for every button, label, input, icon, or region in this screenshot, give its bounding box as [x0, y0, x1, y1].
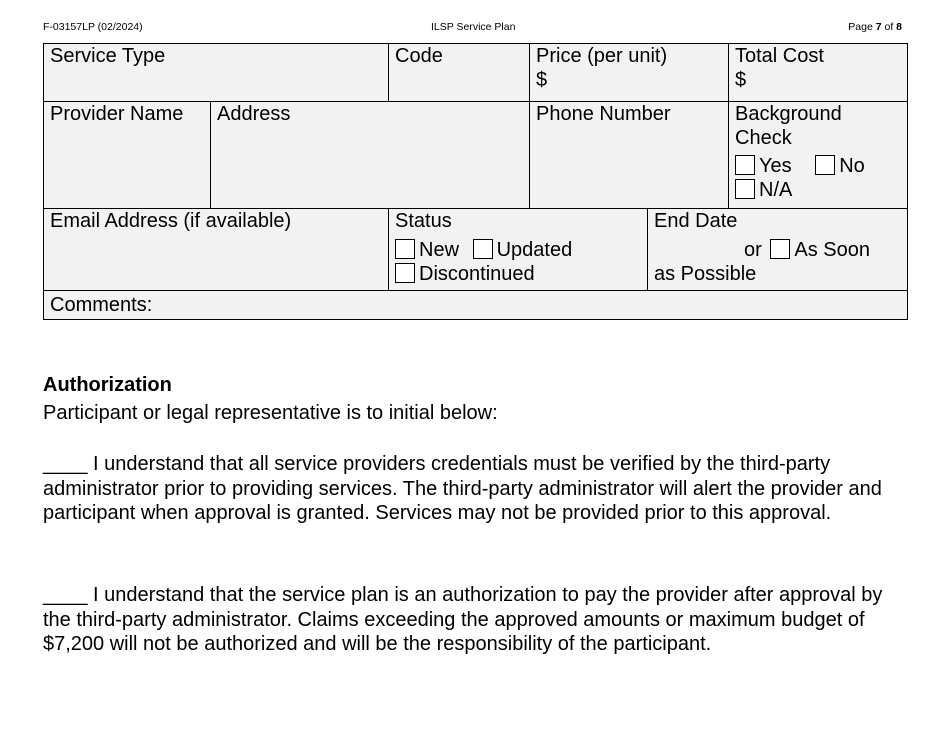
status-updated-checkbox[interactable]	[473, 239, 493, 259]
page-current: 7	[875, 21, 882, 33]
service-type-label: Service Type	[50, 45, 166, 67]
background-na-checkbox[interactable]	[735, 179, 755, 199]
address-label: Address	[217, 103, 291, 125]
authorization-statement-1: ____ I understand that all service providers credentials must be verified by the third-party administrator prior to providing services. The third-party administrator will alert the provider and participant when approval is granted. Services may not be provided prior to this approval.	[43, 453, 882, 524]
email-label: Email Address (if available)	[50, 210, 292, 232]
background-no-checkbox[interactable]	[815, 155, 835, 175]
authorization-heading: Authorization	[43, 374, 172, 396]
background-no-label: No	[839, 155, 865, 177]
price-currency: $	[536, 69, 548, 91]
status-label: Status	[395, 210, 452, 232]
asap-checkbox[interactable]	[770, 239, 790, 259]
code-label: Code	[395, 45, 443, 67]
comments-label: Comments:	[50, 294, 153, 316]
total-cost-field[interactable]	[728, 43, 908, 102]
end-date-label: End Date	[654, 210, 738, 232]
status-discontinued-checkbox[interactable]	[395, 263, 415, 283]
authorization-statement-2: ____ I understand that the service plan is an authorization to pay the provider after approval by the third-party administrator. Claims exceeding the approved amounts or maximum budget of $7,200 will not be authorized and will be the responsibility of the participant.	[43, 584, 883, 655]
form-id: F-03157LP (02/2024)	[43, 21, 143, 33]
provider-name-field[interactable]	[43, 101, 211, 209]
price-label: Price (per unit)	[536, 45, 668, 67]
background-check-label: Background	[735, 103, 842, 125]
status-new-checkbox[interactable]	[395, 239, 415, 259]
status-discontinued-label: Discontinued	[419, 263, 535, 285]
background-yes-checkbox[interactable]	[735, 155, 755, 175]
phone-number-field[interactable]	[529, 101, 729, 209]
status-updated-label: Updated	[496, 239, 573, 261]
price-field[interactable]	[529, 43, 729, 102]
phone-number-label: Phone Number	[536, 103, 671, 125]
background-check-label-2: Check	[735, 127, 792, 149]
end-date-field[interactable]	[647, 208, 908, 291]
authorization-instruction: Participant or legal representative is to initial below:	[43, 402, 498, 424]
code-field[interactable]	[388, 43, 530, 102]
page-total: 8	[896, 21, 902, 33]
end-date-or: or	[744, 239, 762, 261]
asap-label-2: as Possible	[654, 263, 757, 285]
page-prefix: Page	[848, 21, 876, 33]
status-cell	[388, 208, 648, 291]
page-number	[848, 21, 902, 33]
asap-label: As Soon	[794, 239, 870, 261]
background-na-label: N/A	[759, 179, 793, 201]
service-type-field[interactable]	[43, 43, 389, 102]
background-check-cell	[728, 101, 908, 209]
page-of: of	[881, 21, 897, 33]
email-field[interactable]	[43, 208, 389, 291]
background-yes-label: Yes	[759, 155, 792, 177]
form-title: ILSP Service Plan	[431, 21, 516, 33]
provider-name-label: Provider Name	[50, 103, 184, 125]
status-new-label: New	[419, 239, 460, 261]
address-field[interactable]	[210, 101, 530, 209]
comments-field[interactable]	[43, 290, 908, 320]
total-cost-currency: $	[735, 69, 747, 91]
total-cost-label: Total Cost	[735, 45, 824, 67]
